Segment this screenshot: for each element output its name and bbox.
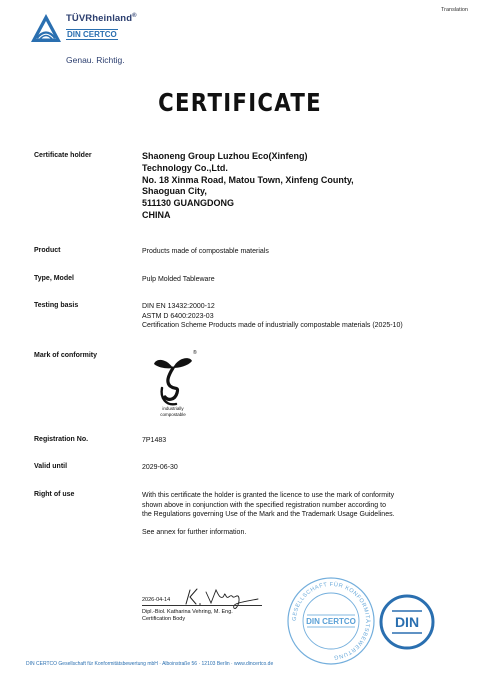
annex-note: See annex for further information. [142,528,247,536]
handwritten-signature [182,584,262,610]
right-of-use-line: shown above in conjunction with the specified registration number according to [142,501,386,509]
right-of-use-line: the Regulations governing Use of the Mark and the Trademark Usage Guidelines. [142,511,395,518]
mark-reg-symbol: ® [193,350,197,356]
product-value: Products made of compostable materials [142,248,269,255]
signature-line [142,605,262,606]
tuv-brand: TÜVRheinland® [66,13,137,24]
holder-label: Certificate holder [34,152,92,159]
tuv-triangle-logo-icon [30,13,62,43]
signature-date: 2026-04-14 [142,597,171,603]
registration-label: Registration No. [34,436,89,443]
mark-caption [142,406,204,417]
right-of-use-line: With this certificate the holder is granted the licence to use the mark of conformity [142,492,395,499]
testing-standard: Certification Scheme Products made of industrially compostable materials (2025-10) [142,322,403,329]
seal-center-text: DIN CERTCO [306,617,356,626]
mark-label: Mark of conformity [34,352,98,359]
holder-line: CHINA [142,209,171,220]
registration-value: 7P1483 [142,437,167,444]
din-certco-seal-stamp [285,575,377,667]
mark-caption-line: industrially [162,406,184,411]
signatory-name: Dipl.-Biol. Katharina Vehring, M. Eng. [142,609,233,615]
din-logo-icon [378,593,436,651]
holder-line: Technology Co.,Ltd. [142,162,228,173]
din-certco-brand: DIN CERTCO [67,30,117,39]
type-model-label: Type, Model [34,275,74,282]
valid-until-label: Valid until [34,463,68,470]
testing-standard: DIN EN 13432:2000-12 [142,303,215,310]
signatory [142,609,233,623]
product-label: Product [34,247,61,254]
din-logo-text: DIN [394,614,420,630]
right-of-use-value [142,491,452,537]
holder-line: Shaoneng Group Luzhou Eco(Xinfeng) [142,151,308,161]
holder-line: 511130 GUANGDONG [142,198,235,209]
valid-until-value: 2029-06-30 [142,464,178,471]
certificate-title: CERTIFICATE [158,88,322,117]
holder-line: Shaoguan City, [142,186,207,197]
footer-address: DIN CERTCO Gesellschaft für Konformitätsbewertung mbH · Alboinstraße 56 · 12103 Berlin · www.dincertco.de [26,661,274,667]
testing-basis-value [142,302,403,331]
holder-line: No. 18 Xinma Road, Matou Town, Xinfeng County, [142,174,354,185]
signatory-role: Certification Body [142,616,186,622]
right-of-use-label: Right of use [34,491,75,498]
seal-ring-text: GESELLSCHAFT FÜR KONFORMITÄTSBEWERTUNG [291,581,371,660]
type-model-value: Pulp Molded Tableware [142,276,215,283]
mark-caption-line: compostable [160,411,186,417]
slogan: Genau. Richtig. [66,55,125,65]
holder-value [142,151,354,222]
testing-basis-label: Testing basis [34,302,79,309]
translation-note: Translation [440,7,468,13]
testing-standard: ASTM D 6400:2023-03 [142,312,214,320]
